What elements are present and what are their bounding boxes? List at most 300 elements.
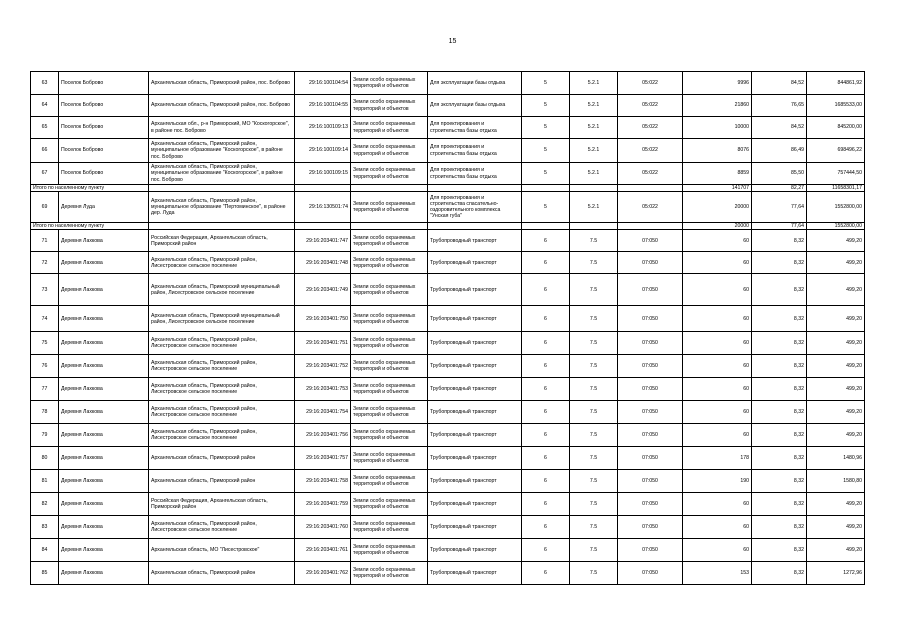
table-row bbox=[31, 306, 865, 332]
use-code-cell: 7.5 bbox=[570, 306, 618, 332]
row-number-cell: 82 bbox=[31, 493, 59, 516]
classifier-code-cell: 05:022 bbox=[618, 95, 683, 117]
group-cell: 6 bbox=[522, 539, 570, 562]
settlement-cell: Деревня Лахкова bbox=[59, 401, 149, 424]
area-cell: 178 bbox=[683, 447, 752, 470]
classifier-code-cell: 07:050 bbox=[618, 562, 683, 585]
permitted-use-cell: Трубопроводный транспорт bbox=[428, 332, 522, 355]
use-code-cell: 7.5 bbox=[570, 562, 618, 585]
permitted-use-cell: Трубопроводный транспорт bbox=[428, 252, 522, 274]
specific-value-cell: 8,32 bbox=[752, 424, 807, 447]
row-number-cell: 81 bbox=[31, 470, 59, 493]
row-number-cell: 79 bbox=[31, 424, 59, 447]
cadastral-value-cell: 499,20 bbox=[807, 230, 865, 252]
group-cell: 6 bbox=[522, 562, 570, 585]
land-category-cell: Земли особо охраняемых территорий и объектов bbox=[351, 493, 428, 516]
use-code-cell: 7.5 bbox=[570, 424, 618, 447]
land-category-cell: Земли особо охраняемых территорий и объектов bbox=[351, 424, 428, 447]
cadastral-number-cell: 29:16:100104:54 bbox=[295, 72, 351, 95]
cadastral-number-cell: 29:16:203401:758 bbox=[295, 470, 351, 493]
address-cell: Архангельская область, Приморский район, Лисестровское сельское поселение bbox=[149, 378, 295, 401]
area-cell: 60 bbox=[683, 355, 752, 378]
specific-value-cell: 8,32 bbox=[752, 539, 807, 562]
address-cell: Архангельская область, МО "Лисестровское" bbox=[149, 539, 295, 562]
land-category-cell: Земли особо охраняемых территорий и объектов bbox=[351, 355, 428, 378]
row-number-cell: 66 bbox=[31, 139, 59, 163]
classifier-code-cell: 07:050 bbox=[618, 274, 683, 306]
address-cell: Архангельская область, Приморский район, пос. Боброво bbox=[149, 72, 295, 95]
settlement-cell: Деревня Лахкова bbox=[59, 306, 149, 332]
address-cell: Архангельская область, Приморский район, Лисестровское сельское поселение bbox=[149, 332, 295, 355]
cadastral-value-cell: 844861,92 bbox=[807, 72, 865, 95]
address-cell: Архангельская область, Приморский район bbox=[149, 470, 295, 493]
settlement-cell: Деревня Лахкова bbox=[59, 470, 149, 493]
cadastral-value-cell: 845200,00 bbox=[807, 117, 865, 139]
use-code-cell: 5.2.1 bbox=[570, 72, 618, 95]
row-number-cell: 73 bbox=[31, 274, 59, 306]
cadastral-value-cell: 1685533,00 bbox=[807, 95, 865, 117]
empty-cell bbox=[618, 223, 683, 230]
empty-cell bbox=[428, 185, 522, 192]
area-cell: 190 bbox=[683, 470, 752, 493]
area-cell: 60 bbox=[683, 401, 752, 424]
area-cell: 60 bbox=[683, 252, 752, 274]
group-cell: 6 bbox=[522, 378, 570, 401]
row-number-cell: 85 bbox=[31, 562, 59, 585]
area-cell: 60 bbox=[683, 306, 752, 332]
cadastral-value-cell: 1272,96 bbox=[807, 562, 865, 585]
classifier-code-cell: 05:022 bbox=[618, 192, 683, 223]
empty-cell bbox=[522, 185, 570, 192]
row-number-cell: 71 bbox=[31, 230, 59, 252]
cadastral-value-cell: 499,20 bbox=[807, 424, 865, 447]
subtotal-label: Итого по населенному пункту bbox=[31, 185, 149, 192]
specific-value-cell: 76,65 bbox=[752, 95, 807, 117]
specific-value-cell: 8,32 bbox=[752, 447, 807, 470]
cadastral-value-cell: 499,20 bbox=[807, 274, 865, 306]
use-code-cell: 7.5 bbox=[570, 230, 618, 252]
area-cell: 20000 bbox=[683, 192, 752, 223]
use-code-cell: 7.5 bbox=[570, 378, 618, 401]
settlement-cell: Деревня Лахкова bbox=[59, 230, 149, 252]
land-category-cell: Земли особо охраняемых территорий и объектов bbox=[351, 401, 428, 424]
permitted-use-cell: Трубопроводный транспорт bbox=[428, 401, 522, 424]
group-cell: 6 bbox=[522, 424, 570, 447]
cadastral-number-cell: 29:16:203401:757 bbox=[295, 447, 351, 470]
permitted-use-cell: Трубопроводный транспорт bbox=[428, 562, 522, 585]
cadastral-value-cell: 757444,50 bbox=[807, 163, 865, 185]
settlement-cell: Деревня Лахкова bbox=[59, 378, 149, 401]
cadastral-value-cell: 499,20 bbox=[807, 539, 865, 562]
settlement-cell: Деревня Лахкова bbox=[59, 252, 149, 274]
land-category-cell: Земли особо охраняемых территорий и объектов bbox=[351, 230, 428, 252]
settlement-cell: Деревня Лахкова bbox=[59, 516, 149, 539]
land-category-cell: Земли особо охраняемых территорий и объектов bbox=[351, 192, 428, 223]
empty-cell bbox=[428, 223, 522, 230]
use-code-cell: 7.5 bbox=[570, 355, 618, 378]
cadastral-number-cell: 29:16:203401:760 bbox=[295, 516, 351, 539]
land-category-cell: Земли особо охраняемых территорий и объектов bbox=[351, 139, 428, 163]
use-code-cell: 5.2.1 bbox=[570, 95, 618, 117]
specific-value-cell: 84,52 bbox=[752, 72, 807, 95]
specific-value-cell: 8,32 bbox=[752, 332, 807, 355]
permitted-use-cell: Трубопроводный транспорт bbox=[428, 539, 522, 562]
permitted-use-cell: Трубопроводный транспорт bbox=[428, 516, 522, 539]
table-row bbox=[31, 163, 865, 185]
address-cell: Архангельская область, Приморский район bbox=[149, 562, 295, 585]
subtotal-row bbox=[31, 185, 865, 192]
page-number: 15 bbox=[448, 38, 457, 45]
group-cell: 5 bbox=[522, 95, 570, 117]
settlement-cell: Поселок Боброво bbox=[59, 72, 149, 95]
cadastral-number-cell: 29:16:203401:761 bbox=[295, 539, 351, 562]
classifier-code-cell: 07:050 bbox=[618, 493, 683, 516]
row-number-cell: 84 bbox=[31, 539, 59, 562]
permitted-use-cell: Трубопроводный транспорт bbox=[428, 424, 522, 447]
area-cell: 60 bbox=[683, 516, 752, 539]
land-plots-table bbox=[30, 71, 865, 585]
group-cell: 6 bbox=[522, 274, 570, 306]
group-cell: 6 bbox=[522, 332, 570, 355]
table-row bbox=[31, 539, 865, 562]
permitted-use-cell: Трубопроводный транспорт bbox=[428, 306, 522, 332]
cadastral-value-cell: 499,20 bbox=[807, 355, 865, 378]
use-code-cell: 7.5 bbox=[570, 274, 618, 306]
land-category-cell: Земли особо охраняемых территорий и объектов bbox=[351, 378, 428, 401]
cadastral-number-cell: 29:16:203401:762 bbox=[295, 562, 351, 585]
settlement-cell: Деревня Луда bbox=[59, 192, 149, 223]
table-row bbox=[31, 401, 865, 424]
cadastral-value-cell: 1552800,00 bbox=[807, 192, 865, 223]
land-category-cell: Земли особо охраняемых территорий и объектов bbox=[351, 117, 428, 139]
cadastral-value-cell: 499,20 bbox=[807, 516, 865, 539]
empty-cell bbox=[149, 185, 295, 192]
cadastral-value-cell: 1580,80 bbox=[807, 470, 865, 493]
land-category-cell: Земли особо охраняемых территорий и объектов bbox=[351, 470, 428, 493]
area-cell: 8859 bbox=[683, 163, 752, 185]
use-code-cell: 5.2.1 bbox=[570, 139, 618, 163]
classifier-code-cell: 05:022 bbox=[618, 163, 683, 185]
address-cell: Архангельская область, Приморский район, Лисестровское сельское поселение bbox=[149, 516, 295, 539]
row-number-cell: 65 bbox=[31, 117, 59, 139]
address-cell: Архангельская обл., р-н Приморский, МО "Коскогорское", в районе пос. Боброво bbox=[149, 117, 295, 139]
permitted-use-cell: Для эксплуатации базы отдыха bbox=[428, 95, 522, 117]
settlement-cell: Поселок Боброво bbox=[59, 163, 149, 185]
address-cell: Архангельская область, Приморский район, Лисестровское сельское поселение bbox=[149, 252, 295, 274]
use-code-cell: 7.5 bbox=[570, 252, 618, 274]
row-number-cell: 63 bbox=[31, 72, 59, 95]
classifier-code-cell: 05:022 bbox=[618, 117, 683, 139]
address-cell: Архангельская область, Приморский район, муниципальное образование "Коскогорское", в районе пос. Боброво bbox=[149, 139, 295, 163]
table-row bbox=[31, 562, 865, 585]
table-body bbox=[31, 72, 865, 585]
classifier-code-cell: 07:050 bbox=[618, 378, 683, 401]
cadastral-value-cell: 499,20 bbox=[807, 493, 865, 516]
area-cell: 153 bbox=[683, 562, 752, 585]
row-number-cell: 72 bbox=[31, 252, 59, 274]
classifier-code-cell: 07:050 bbox=[618, 539, 683, 562]
cadastral-number-cell: 29:16:100109:13 bbox=[295, 117, 351, 139]
specific-value-cell: 8,32 bbox=[752, 306, 807, 332]
use-code-cell: 7.5 bbox=[570, 401, 618, 424]
subtotal-specific-value: 77,64 bbox=[752, 223, 807, 230]
group-cell: 5 bbox=[522, 117, 570, 139]
table-row bbox=[31, 355, 865, 378]
empty-cell bbox=[149, 223, 295, 230]
classifier-code-cell: 07:050 bbox=[618, 332, 683, 355]
specific-value-cell: 8,32 bbox=[752, 230, 807, 252]
table-row bbox=[31, 332, 865, 355]
table-row bbox=[31, 493, 865, 516]
empty-cell bbox=[618, 185, 683, 192]
subtotal-cadastral-value: 11658301,17 bbox=[807, 185, 865, 192]
specific-value-cell: 8,32 bbox=[752, 274, 807, 306]
land-category-cell: Земли особо охраняемых территорий и объектов bbox=[351, 447, 428, 470]
settlement-cell: Поселок Боброво bbox=[59, 95, 149, 117]
classifier-code-cell: 07:050 bbox=[618, 470, 683, 493]
cadastral-value-cell: 1480,96 bbox=[807, 447, 865, 470]
use-code-cell: 7.5 bbox=[570, 332, 618, 355]
address-cell: Архангельская область, Приморский район, муниципальное образование "Коскогорское", в районе пос. Боброво bbox=[149, 163, 295, 185]
area-cell: 60 bbox=[683, 378, 752, 401]
classifier-code-cell: 07:050 bbox=[618, 401, 683, 424]
use-code-cell: 5.2.1 bbox=[570, 192, 618, 223]
settlement-cell: Поселок Боброво bbox=[59, 139, 149, 163]
land-category-cell: Земли особо охраняемых территорий и объектов bbox=[351, 332, 428, 355]
land-category-cell: Земли особо охраняемых территорий и объектов bbox=[351, 516, 428, 539]
group-cell: 6 bbox=[522, 355, 570, 378]
table-row bbox=[31, 252, 865, 274]
permitted-use-cell: Для проектирования и строительства базы отдыха bbox=[428, 117, 522, 139]
cadastral-number-cell: 29:16:203401:748 bbox=[295, 252, 351, 274]
subtotal-specific-value: 82,27 bbox=[752, 185, 807, 192]
row-number-cell: 75 bbox=[31, 332, 59, 355]
classifier-code-cell: 05:022 bbox=[618, 72, 683, 95]
address-cell: Архангельская область, Приморский район, Лисестровское сельское поселение bbox=[149, 355, 295, 378]
table-row bbox=[31, 470, 865, 493]
address-cell: Архангельская область, Приморский район, муниципальное образование "Пертоминское", в районе дер. Луда bbox=[149, 192, 295, 223]
cadastral-value-cell: 499,20 bbox=[807, 252, 865, 274]
address-cell: Архангельская область, Приморский муниципальный район, Лисестровское сельское поселение bbox=[149, 274, 295, 306]
table-row bbox=[31, 139, 865, 163]
address-cell: Архангельская область, Приморский муниципальный район, Лисестровское сельское поселение bbox=[149, 306, 295, 332]
settlement-cell: Деревня Лахкова bbox=[59, 447, 149, 470]
use-code-cell: 7.5 bbox=[570, 493, 618, 516]
specific-value-cell: 8,32 bbox=[752, 378, 807, 401]
row-number-cell: 80 bbox=[31, 447, 59, 470]
permitted-use-cell: Для проектирования и строительства базы отдыха bbox=[428, 139, 522, 163]
table-row bbox=[31, 192, 865, 223]
land-category-cell: Земли особо охраняемых территорий и объектов bbox=[351, 539, 428, 562]
area-cell: 60 bbox=[683, 493, 752, 516]
land-category-cell: Земли особо охраняемых территорий и объектов bbox=[351, 306, 428, 332]
group-cell: 5 bbox=[522, 72, 570, 95]
table-row bbox=[31, 117, 865, 139]
group-cell: 6 bbox=[522, 470, 570, 493]
classifier-code-cell: 07:050 bbox=[618, 516, 683, 539]
settlement-cell: Деревня Лахкова bbox=[59, 562, 149, 585]
cadastral-number-cell: 29:16:100109:15 bbox=[295, 163, 351, 185]
group-cell: 5 bbox=[522, 163, 570, 185]
area-cell: 60 bbox=[683, 539, 752, 562]
classifier-code-cell: 07:050 bbox=[618, 252, 683, 274]
cadastral-value-cell: 499,20 bbox=[807, 332, 865, 355]
table-row bbox=[31, 230, 865, 252]
table-row bbox=[31, 424, 865, 447]
subtotal-label: Итого по населенному пункту bbox=[31, 223, 149, 230]
group-cell: 6 bbox=[522, 516, 570, 539]
permitted-use-cell: Трубопроводный транспорт bbox=[428, 230, 522, 252]
address-cell: Российская Федерация, Архангельская область, Приморский район bbox=[149, 493, 295, 516]
specific-value-cell: 84,52 bbox=[752, 117, 807, 139]
address-cell: Архангельская область, Приморский район bbox=[149, 447, 295, 470]
group-cell: 5 bbox=[522, 192, 570, 223]
area-cell: 10000 bbox=[683, 117, 752, 139]
permitted-use-cell: Трубопроводный транспорт bbox=[428, 355, 522, 378]
land-category-cell: Земли особо охраняемых территорий и объектов bbox=[351, 252, 428, 274]
group-cell: 6 bbox=[522, 252, 570, 274]
address-cell: Российская Федерация, Архангельская область, Приморский район bbox=[149, 230, 295, 252]
land-category-cell: Земли особо охраняемых территорий и объектов bbox=[351, 274, 428, 306]
row-number-cell: 67 bbox=[31, 163, 59, 185]
specific-value-cell: 8,32 bbox=[752, 470, 807, 493]
specific-value-cell: 8,32 bbox=[752, 562, 807, 585]
settlement-cell: Деревня Лахкова bbox=[59, 332, 149, 355]
row-number-cell: 78 bbox=[31, 401, 59, 424]
area-cell: 60 bbox=[683, 332, 752, 355]
table-row bbox=[31, 95, 865, 117]
land-category-cell: Земли особо охраняемых территорий и объектов bbox=[351, 95, 428, 117]
specific-value-cell: 85,50 bbox=[752, 163, 807, 185]
cadastral-number-cell: 29:16:100109:14 bbox=[295, 139, 351, 163]
table-row bbox=[31, 274, 865, 306]
table-row bbox=[31, 72, 865, 95]
empty-cell bbox=[351, 223, 428, 230]
cadastral-number-cell: 29:16:100104:55 bbox=[295, 95, 351, 117]
specific-value-cell: 8,32 bbox=[752, 516, 807, 539]
area-cell: 9996 bbox=[683, 72, 752, 95]
settlement-cell: Деревня Лахкова bbox=[59, 493, 149, 516]
empty-cell bbox=[522, 223, 570, 230]
row-number-cell: 74 bbox=[31, 306, 59, 332]
use-code-cell: 5.2.1 bbox=[570, 117, 618, 139]
use-code-cell: 7.5 bbox=[570, 539, 618, 562]
cadastral-number-cell: 29:16:203401:752 bbox=[295, 355, 351, 378]
area-cell: 60 bbox=[683, 424, 752, 447]
area-cell: 60 bbox=[683, 274, 752, 306]
cadastral-number-cell: 29:16:203401:749 bbox=[295, 274, 351, 306]
row-number-cell: 76 bbox=[31, 355, 59, 378]
permitted-use-cell: Трубопроводный транспорт bbox=[428, 493, 522, 516]
area-cell: 8076 bbox=[683, 139, 752, 163]
subtotal-row bbox=[31, 223, 865, 230]
cadastral-number-cell: 29:16:203401:756 bbox=[295, 424, 351, 447]
settlement-cell: Деревня Лахкова bbox=[59, 424, 149, 447]
permitted-use-cell: Трубопроводный транспорт bbox=[428, 470, 522, 493]
row-number-cell: 69 bbox=[31, 192, 59, 223]
area-cell: 21860 bbox=[683, 95, 752, 117]
specific-value-cell: 8,32 bbox=[752, 493, 807, 516]
group-cell: 6 bbox=[522, 230, 570, 252]
cadastral-number-cell: 29:16:203401:747 bbox=[295, 230, 351, 252]
settlement-cell: Деревня Лахкова bbox=[59, 539, 149, 562]
permitted-use-cell: Трубопроводный транспорт bbox=[428, 274, 522, 306]
classifier-code-cell: 07:050 bbox=[618, 424, 683, 447]
address-cell: Архангельская область, Приморский район, пос. Боброво bbox=[149, 95, 295, 117]
permitted-use-cell: Для эксплуатации базы отдыха bbox=[428, 72, 522, 95]
classifier-code-cell: 07:050 bbox=[618, 230, 683, 252]
specific-value-cell: 77,64 bbox=[752, 192, 807, 223]
group-cell: 5 bbox=[522, 139, 570, 163]
specific-value-cell: 8,32 bbox=[752, 252, 807, 274]
table-row bbox=[31, 447, 865, 470]
permitted-use-cell: Трубопроводный транспорт bbox=[428, 378, 522, 401]
specific-value-cell: 8,32 bbox=[752, 401, 807, 424]
table-row bbox=[31, 516, 865, 539]
group-cell: 6 bbox=[522, 493, 570, 516]
address-cell: Архангельская область, Приморский район, Лисестровское сельское поселение bbox=[149, 401, 295, 424]
group-cell: 6 bbox=[522, 401, 570, 424]
classifier-code-cell: 05:022 bbox=[618, 139, 683, 163]
classifier-code-cell: 07:050 bbox=[618, 355, 683, 378]
subtotal-area: 141707 bbox=[683, 185, 752, 192]
specific-value-cell: 86,49 bbox=[752, 139, 807, 163]
table-row bbox=[31, 378, 865, 401]
settlement-cell: Деревня Лахкова bbox=[59, 355, 149, 378]
specific-value-cell: 8,32 bbox=[752, 355, 807, 378]
use-code-cell: 5.2.1 bbox=[570, 163, 618, 185]
subtotal-area: 20000 bbox=[683, 223, 752, 230]
row-number-cell: 64 bbox=[31, 95, 59, 117]
permitted-use-cell: Для проектирования и строительства базы отдыха bbox=[428, 163, 522, 185]
land-category-cell: Земли особо охраняемых территорий и объектов bbox=[351, 163, 428, 185]
cadastral-value-cell: 499,20 bbox=[807, 401, 865, 424]
land-category-cell: Земли особо охраняемых территорий и объектов bbox=[351, 72, 428, 95]
address-cell: Архангельская область, Приморский район, Лисестровское сельское поселение bbox=[149, 424, 295, 447]
cadastral-value-cell: 499,20 bbox=[807, 378, 865, 401]
empty-cell bbox=[351, 185, 428, 192]
group-cell: 6 bbox=[522, 447, 570, 470]
cadastral-number-cell: 29:16:130501:74 bbox=[295, 192, 351, 223]
settlement-cell: Поселок Боброво bbox=[59, 117, 149, 139]
area-cell: 60 bbox=[683, 230, 752, 252]
settlement-cell: Деревня Лахкова bbox=[59, 274, 149, 306]
use-code-cell: 7.5 bbox=[570, 470, 618, 493]
empty-cell bbox=[570, 223, 618, 230]
cadastral-number-cell: 29:16:203401:750 bbox=[295, 306, 351, 332]
classifier-code-cell: 07:050 bbox=[618, 447, 683, 470]
group-cell: 6 bbox=[522, 306, 570, 332]
empty-cell bbox=[295, 223, 351, 230]
use-code-cell: 7.5 bbox=[570, 516, 618, 539]
land-category-cell: Земли особо охраняемых территорий и объектов bbox=[351, 562, 428, 585]
empty-cell bbox=[570, 185, 618, 192]
classifier-code-cell: 07:050 bbox=[618, 306, 683, 332]
use-code-cell: 7.5 bbox=[570, 447, 618, 470]
cadastral-number-cell: 29:16:203401:753 bbox=[295, 378, 351, 401]
subtotal-cadastral-value: 1552800,00 bbox=[807, 223, 865, 230]
cadastral-number-cell: 29:16:203401:759 bbox=[295, 493, 351, 516]
cadastral-number-cell: 29:16:203401:754 bbox=[295, 401, 351, 424]
cadastral-value-cell: 499,20 bbox=[807, 306, 865, 332]
permitted-use-cell: Трубопроводный транспорт bbox=[428, 447, 522, 470]
empty-cell bbox=[295, 185, 351, 192]
permitted-use-cell: Для проектирования и строительства спасательно-оздоровительного комплекса "Унская губа" bbox=[428, 192, 522, 223]
row-number-cell: 77 bbox=[31, 378, 59, 401]
row-number-cell: 83 bbox=[31, 516, 59, 539]
cadastral-number-cell: 29:16:203401:751 bbox=[295, 332, 351, 355]
cadastral-value-cell: 698496,22 bbox=[807, 139, 865, 163]
